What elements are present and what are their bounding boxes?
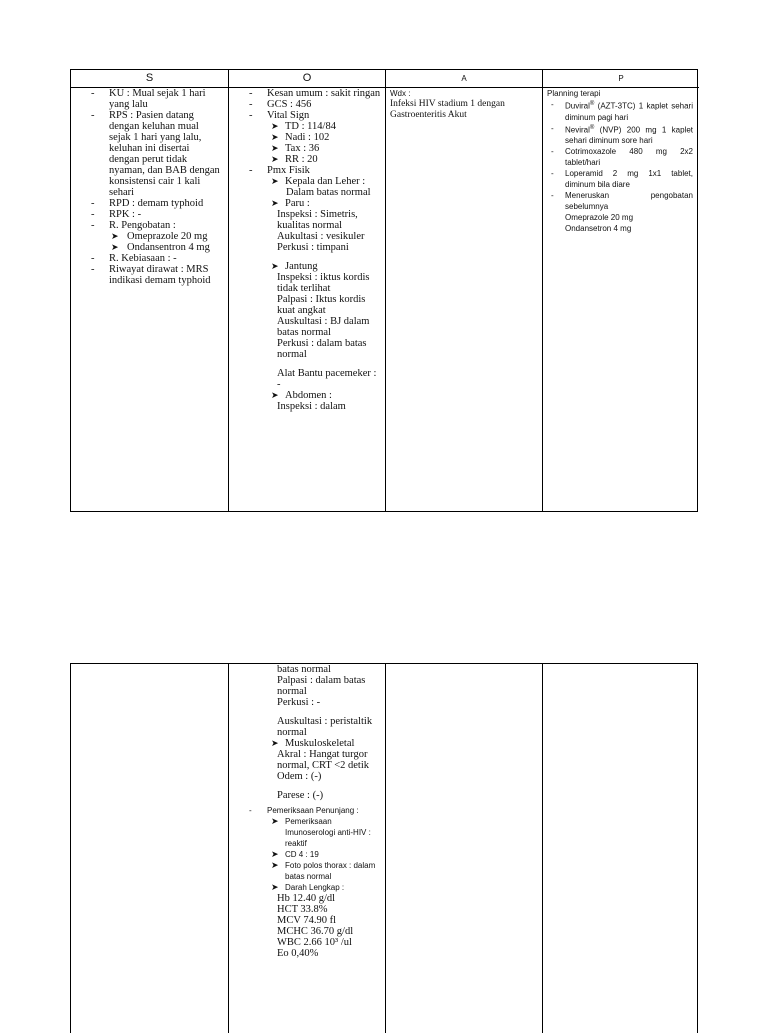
list-item: Palpasi : dalam batas normal xyxy=(277,675,366,697)
soap-table-page-2 xyxy=(70,663,698,1033)
list-item: Inspeksi : Simetris, kualitas normal xyxy=(277,209,358,231)
list-item: ➤ RR : 20 xyxy=(229,154,381,165)
list-item: - GCS : 456 xyxy=(229,99,381,110)
list-item: ➤ Muskuloskeletal xyxy=(229,738,381,749)
list-item: - Vital Sign xyxy=(229,110,381,121)
subjective-content xyxy=(71,88,228,286)
column-a-continued xyxy=(386,664,543,1033)
planning-item-drug: Meneruskan pengobatan sebelumnya xyxy=(565,191,693,212)
list-item: Auskultasi : peristaltik normal xyxy=(277,716,373,738)
planning-extra-item: Ondansetron 4 mg xyxy=(565,224,632,234)
list-item: ➤ Pemeriksaan Imunoserologi anti-HIV : reaktif xyxy=(229,816,381,849)
column-a xyxy=(386,70,543,511)
list-item: HCT 33.8% xyxy=(277,904,328,915)
planning-item-drug: Duviral xyxy=(565,101,590,111)
planning-item xyxy=(547,146,699,168)
column-s-continued xyxy=(71,664,229,1033)
list-item: Inspeksi : dalam xyxy=(277,401,346,412)
list-item: - RPD : demam typhoid xyxy=(71,198,222,209)
list-item: - Pemeriksaan Penunjang : xyxy=(229,805,381,816)
registered-mark: ® xyxy=(589,124,595,131)
list-item: - RPK : - xyxy=(71,209,222,220)
column-s xyxy=(71,70,229,511)
list-item: Perkusi : timpani xyxy=(277,242,349,253)
list-item: ➤ CD 4 : 19 xyxy=(229,849,381,860)
list-item: Palpasi : Iktus kordis kuat angkat xyxy=(277,294,366,316)
list-item: Alat Bantu pacemeker : - xyxy=(277,368,377,390)
spacer xyxy=(229,782,381,790)
list-item: Perkusi : - xyxy=(277,697,321,708)
spacer xyxy=(229,253,381,261)
list-item: Aukultasi : vesikuler xyxy=(277,231,365,242)
list-item: ➤ Ondansentron 4 mg xyxy=(71,242,222,253)
planning-item-drug: Cotrimoxazole 480 mg 2x2 tablet/hari xyxy=(565,147,693,168)
list-item: - R. Kebiasaan : - xyxy=(71,253,222,264)
list-item: - Pmx Fisik xyxy=(229,165,381,176)
list-item: MCV 74.90 fl xyxy=(277,915,337,926)
list-item: ➤ Paru : xyxy=(229,198,381,209)
list-item: WBC 2.66 10³ /ul xyxy=(277,937,352,948)
planning-title: Planning terapi xyxy=(547,89,601,98)
list-item: ➤ Abdomen : xyxy=(229,390,381,401)
soap-table-page-1 xyxy=(70,69,698,512)
planning-extra-item: Omeprazole 20 mg xyxy=(565,213,634,223)
list-item: Dalam batas normal xyxy=(286,187,371,198)
column-p xyxy=(543,70,699,511)
list-item: Hb 12.40 g/dl xyxy=(277,893,336,904)
list-item: Parese : (-) xyxy=(277,790,324,801)
assessment-diagnosis: Infeksi HIV stadium 1 dengan Gastroenteritis Akut xyxy=(390,99,505,120)
list-item: ➤ Tax : 36 xyxy=(229,143,381,154)
list-item: ➤ Foto polos thorax : dalam batas normal xyxy=(229,860,381,882)
planning-item xyxy=(547,190,699,212)
header-a: A xyxy=(386,70,542,88)
list-item: ➤ Darah Lengkap : xyxy=(229,882,381,893)
planning-item-drug: Neviral xyxy=(565,125,590,135)
column-o xyxy=(229,70,386,511)
planning-item-drug: Loperamid 2 mg 1x1 tablet, diminum bila diare xyxy=(565,169,693,190)
planning-item xyxy=(547,123,699,147)
list-item: Eo 0,40% xyxy=(277,948,319,959)
list-item: ➤ Nadi : 102 xyxy=(229,132,381,143)
list-item: ➤ Omeprazole 20 mg xyxy=(71,231,222,242)
list-item: - Kesan umum : sakit ringan xyxy=(229,88,381,99)
list-item: Perkusi : dalam batas normal xyxy=(277,338,367,360)
spacer xyxy=(229,360,381,368)
planning-item-detail: (AZT-3TC) 1 kaplet sehari diminum pagi hari xyxy=(565,101,693,122)
list-item: ➤ TD : 114/84 xyxy=(229,121,381,132)
list-item: Auskultasi : BJ dalam batas normal xyxy=(277,316,370,338)
spacer xyxy=(229,708,381,716)
list-item: - Riwayat dirawat : MRS indikasi demam typhoid xyxy=(71,264,222,286)
objective-content-continued xyxy=(229,664,385,959)
registered-mark: ® xyxy=(589,101,595,107)
planning-item xyxy=(547,99,699,123)
assessment-label: Wdx : xyxy=(390,89,411,98)
list-item: - RPS : Pasien datang dengan keluhan mual sejak 1 hari yang lalu, keluhan ini disertai dengan perut tidak nyaman, dan BAB dengan konsistensi cair 1 kali sehari xyxy=(71,110,222,198)
list-item: - KU : Mual sejak 1 hari yang lalu xyxy=(71,88,222,110)
planning-content xyxy=(543,88,699,234)
objective-content xyxy=(229,88,385,412)
list-item: Akral : Hangat turgor normal, CRT <2 detik xyxy=(277,749,370,771)
header-o: O xyxy=(229,70,385,88)
list-item: MCHC 36.70 g/dl xyxy=(277,926,354,937)
list-item: - R. Pengobatan : xyxy=(71,220,222,231)
assessment-content xyxy=(386,88,542,121)
header-p: P xyxy=(543,70,699,88)
column-o-continued xyxy=(229,664,386,1033)
list-item: Odem : (-) xyxy=(277,771,322,782)
column-p-continued xyxy=(543,664,699,1033)
planning-item xyxy=(547,168,699,190)
list-item: batas normal xyxy=(277,664,331,675)
planning-item-detail: (NVP) 200 mg 1 kaplet sehari diminum sore hari xyxy=(565,125,693,146)
list-item: ➤ Jantung xyxy=(229,261,381,272)
list-item: Inspeksi : iktus kordis tidak terlihat xyxy=(277,272,370,294)
header-s: S xyxy=(71,70,228,88)
list-item: ➤ Kepala dan Leher : xyxy=(229,176,381,187)
